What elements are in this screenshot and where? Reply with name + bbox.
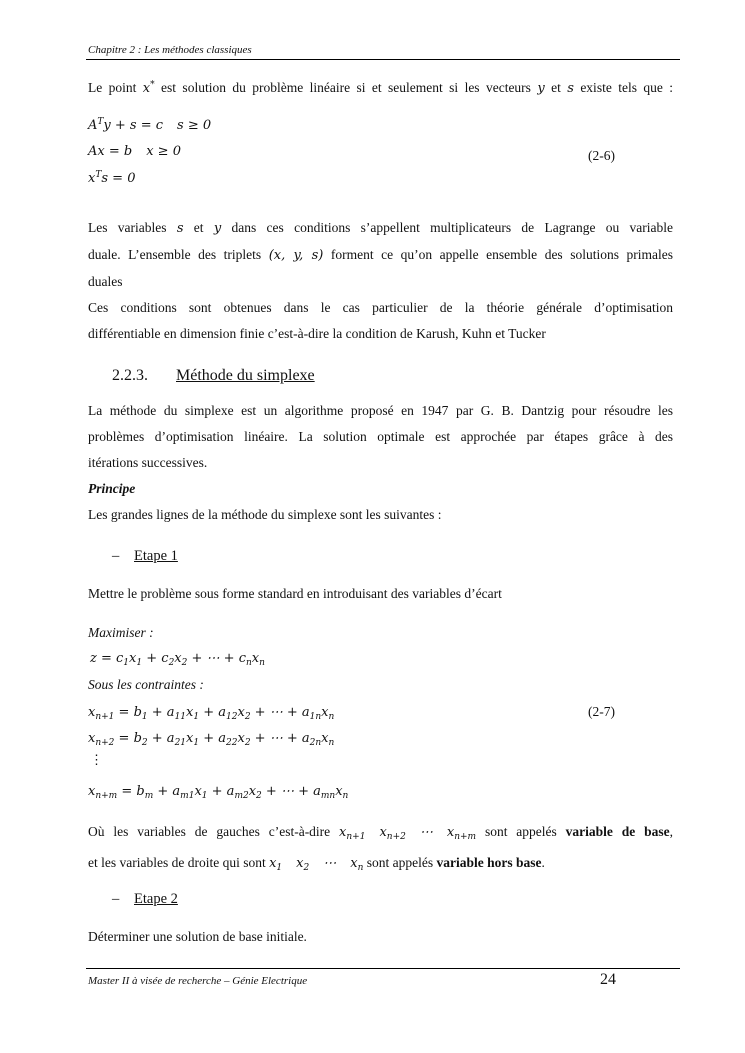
equation-number-2-7: (2-7) (588, 704, 615, 719)
section-heading (112, 367, 315, 385)
text: forment ce qu’on appelle ensemble des solutions primales (323, 247, 673, 262)
footer-text: Master II à visée de recherche – Génie Electrique (88, 975, 308, 987)
intro-text-d: existe tels que : (573, 80, 673, 95)
math-y: y (213, 221, 222, 236)
text: sont appelés (476, 824, 566, 839)
math-s: s (176, 221, 184, 236)
text: dans ces conditions s’appellent multiplicateurs de Lagrange ou variable (221, 220, 674, 235)
lagrange-line-3: duales (88, 274, 123, 289)
page-number: 24 (600, 971, 616, 988)
text: et (183, 220, 214, 235)
step-1-heading (112, 548, 178, 565)
step-dash: – (112, 891, 120, 907)
text: . (541, 855, 545, 870)
variables-line-1 (88, 819, 673, 850)
constraint-1: $x_{n+1} = b_1 + a_{11}x_1 + a_{12}x_2$ + ⋯ + $a_{1n}x_n$ (88, 705, 335, 722)
math-y: y (537, 81, 545, 96)
step-label: Etape 2 (134, 891, 178, 907)
step-2-heading (112, 891, 178, 908)
text: duale. L’ensemble des triplets (88, 247, 269, 262)
constraint-m: $x_{n+m} = b_m + a_{m1}x_1 + a_{m2}x_2$ + ⋯ + $a_{mn}x_n$ (88, 784, 349, 801)
equation-dual-feasibility: $A^Ty + s = c$ s ≥ 0 (88, 117, 212, 133)
text: Les variables (88, 220, 177, 235)
maximiser-label: Maximiser : (88, 625, 154, 640)
header-rule (86, 59, 680, 60)
step-1-text: Mettre le problème sous forme standard en introduisant des variables d’écart (88, 586, 502, 601)
principe-text: Les grandes lignes de la méthode du simplexe sont les suivantes : (88, 507, 442, 522)
term-variable-hors-base: variable hors base (436, 855, 542, 870)
intro-text-b: est solution du problème linéaire si et seulement si les vecteurs (154, 80, 538, 95)
math-triplet: (x, y, s) (268, 248, 324, 263)
principe-heading: Principe (88, 481, 136, 496)
vertical-ellipsis: ⋮ (90, 753, 103, 768)
footer-rule (86, 968, 680, 969)
variables-paragraph (88, 819, 673, 881)
constraint-2: $x_{n+2} = b_2 + a_{21}x_1 + a_{22}x_2$ + ⋯ + $a_{2n}x_n$ (88, 731, 335, 748)
intro-text-c: et (544, 80, 568, 95)
equation-number-2-6: (2-6) (588, 148, 615, 163)
equation-complementarity: $x^Ts = 0$ (88, 170, 136, 186)
section-title: Méthode du simplexe (176, 367, 315, 384)
lagrange-paragraph (88, 215, 673, 347)
math-s: s (567, 81, 574, 96)
simplex-line-2: problèmes d’optimisation linéaire. La solution optimale est approchée par étapes grâce à des (88, 429, 673, 444)
section-number: 2.2.3. (112, 367, 148, 384)
simplex-line-1: La méthode du simplexe est un algorithme proposé en 1947 par G. B. Dantzig pour résoudre les (88, 403, 673, 418)
simplex-line-3: itérations successives. (88, 455, 208, 470)
text: sont appelés (363, 855, 437, 870)
step-dash: – (112, 548, 120, 564)
kkt-line-2: différentiable en dimension finie c’est-à-dire la condition de Karush, Kuhn et Tucker (88, 326, 546, 341)
page-header-chapter: Chapitre 2 : Les méthodes classiques (88, 44, 252, 56)
kkt-line-1: Ces conditions sont obtenues dans le cas particulier de la théorie générale d’optimisation (88, 300, 673, 315)
math-nonbasic-vars: $x_1$ $x_2$ ⋯ $x_n$ (269, 856, 364, 873)
simplex-paragraph (88, 398, 673, 528)
lagrange-line-1 (88, 215, 673, 242)
intro-paragraph (88, 72, 673, 102)
contraintes-label: Sous les contraintes : (88, 677, 204, 692)
text: Où les variables de gauches c’est-à-dire (88, 824, 340, 839)
text: , (669, 824, 673, 839)
intro-text-a: Le point (88, 80, 143, 95)
text: et les variables de droite qui sont (88, 855, 270, 870)
math-x-star: x* (142, 80, 155, 96)
step-label: Etape 1 (134, 548, 178, 564)
objective-function: $z = c_1x_1 + c_2x_2$ + ⋯ + $c_nx_n$ (90, 651, 265, 668)
lagrange-line-2 (88, 242, 673, 269)
term-variable-de-base: variable de base (565, 824, 670, 839)
variables-line-2 (88, 850, 673, 881)
math-basic-vars: $x_{n+1}$ $x_{n+2}$ ⋯ $x_{n+m}$ (339, 825, 477, 842)
equation-primal-feasibility: Ax = b x ≥ 0 (88, 144, 181, 159)
step-2-text: Déterminer une solution de base initiale. (88, 929, 307, 944)
